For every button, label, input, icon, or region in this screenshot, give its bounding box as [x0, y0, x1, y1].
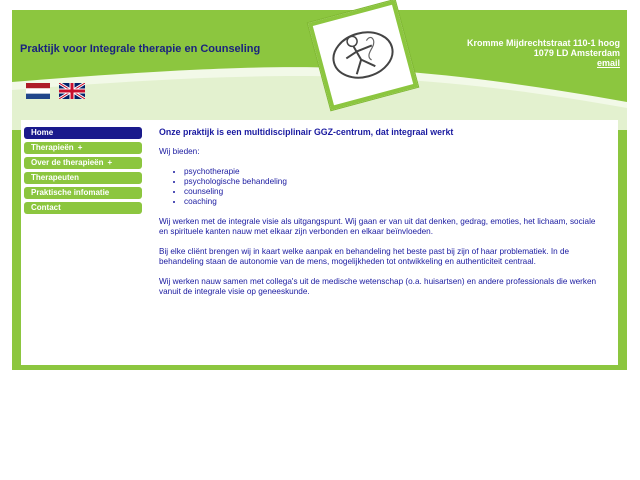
nav-item-label: Over de therapieën: [31, 158, 104, 167]
site-title: Praktijk voor Integrale therapie en Counseling: [20, 43, 261, 55]
nav-item-over-de-therapieen[interactable]: [24, 157, 142, 169]
nav-item-home[interactable]: [24, 127, 142, 139]
address-line-1: Kromme Mijdrechtstraat 110-1 hoog: [466, 38, 620, 48]
page-heading: Onze praktijk is een multidisciplinair GGZ-centrum, dat integraal werkt: [159, 127, 454, 137]
address-block: [467, 38, 620, 68]
nav-item-contact[interactable]: [24, 202, 142, 214]
expand-plus-icon: +: [107, 158, 113, 167]
uk-flag-icon[interactable]: [59, 83, 85, 99]
offers-intro: Wij bieden:: [159, 147, 200, 156]
list-item: • psychologische behandeling: [184, 177, 604, 187]
address-line-2: 1079 LD Amsterdam: [533, 48, 620, 58]
nav-item-label: Home: [31, 128, 54, 137]
expand-plus-icon: +: [77, 143, 83, 152]
nav-item-therapieen[interactable]: [24, 142, 142, 154]
nav-item-label: Therapeuten: [31, 173, 80, 182]
paragraph-client-approach: Bij elke cliënt brengen wij in kaart welke aanpak en behandeling het beste past bij zijn of haar problematiek. In de behandeling staan de autonomie van de mens, mogelijkheden tot ontwikkeling en authenticiteit centraal.: [159, 247, 570, 266]
nav-item-label: Contact: [31, 203, 61, 212]
logo-figure-icon: [313, 5, 413, 105]
paragraph-integral-vision: Wij werken met de integrale visie als uitgangspunt. Wij gaan er van uit dat denken, gedrag, emoties, het lichaam, sociale en spirituele kanten nauw met elkaar zijn verbonden en elkaar beïnvloeden.: [159, 217, 596, 236]
list-item: • coaching: [184, 197, 604, 207]
paragraph-collaboration: Wij werken nauw samen met collega's uit de medische wetenschap (o.a. huisartsen) en andere professionals die werken vanuit de integrale visie op geneeskunde.: [159, 277, 597, 296]
list-item: • psychotherapie: [184, 167, 604, 177]
nav-item-label: Praktische infomatie: [31, 188, 110, 197]
nl-flag-icon[interactable]: [26, 83, 50, 99]
nav-item-therapeuten[interactable]: [24, 172, 142, 184]
email-link[interactable]: email: [596, 58, 620, 68]
list-item: • counseling: [184, 187, 604, 197]
nav-item-label: Therapieën: [31, 143, 74, 152]
nav-item-praktische-informatie[interactable]: [24, 187, 142, 199]
sidebar-nav: [24, 127, 142, 217]
offers-list: [159, 167, 604, 207]
main-content: [159, 127, 604, 307]
